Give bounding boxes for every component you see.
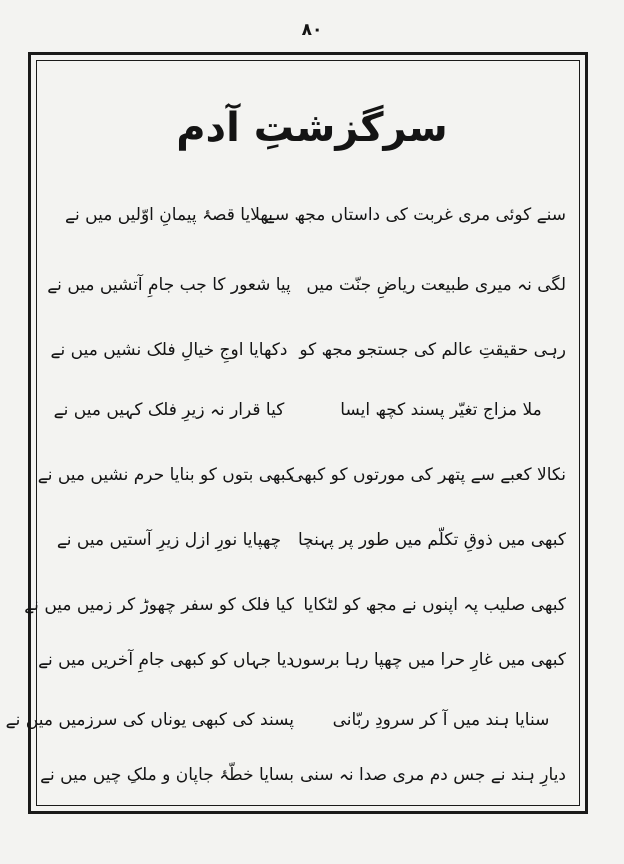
second-hemistich: دیا جہاں کو کبھی جامِ آخریں میں نے bbox=[38, 650, 294, 670]
second-hemistich: دکھایا اوجِ خیالِ فلک نشیں میں نے bbox=[50, 340, 288, 360]
first-hemistich: سنایا ہند میں آ کر سرودِ ربّانی bbox=[332, 710, 550, 730]
couplet bbox=[0, 755, 624, 795]
couplet bbox=[0, 330, 624, 370]
second-hemistich: چھپایا نورِ ازل زیرِ آستیں میں نے bbox=[56, 530, 282, 550]
couplet bbox=[0, 520, 624, 560]
first-hemistich: رہی حقیقتِ عالم کی جستجو مجھ کو bbox=[299, 340, 566, 360]
inner-border-frame bbox=[5, 60, 580, 806]
couplet bbox=[0, 640, 624, 680]
first-hemistich: کبھی میں ذوقِ تکلّم میں طور پر پہنچا bbox=[297, 530, 566, 550]
second-hemistich: پسند کی کبھی یوناں کی سرزمیں میں نے bbox=[5, 710, 294, 730]
second-hemistich: بھلایا قصۂ پیمانِ اوّلیں میں نے bbox=[65, 205, 273, 225]
first-hemistich: ملا مزاج تغیّر پسند کچھ ایسا bbox=[340, 400, 542, 420]
couplet bbox=[0, 455, 624, 495]
couplet bbox=[0, 700, 624, 740]
poem-title: سرگزشتِ آدم bbox=[176, 105, 448, 151]
first-hemistich: لگی نہ میری طبیعت ریاضِ جنّت میں bbox=[306, 275, 566, 295]
second-hemistich: کیا فلک کو سفر چھوڑ کر زمیں میں نے bbox=[24, 595, 294, 615]
first-hemistich: دیارِ ہند نے جس دم مری صدا نہ سنی bbox=[299, 765, 566, 785]
second-hemistich: کبھی بتوں کو بنایا حرم نشیں میں نے bbox=[37, 465, 294, 485]
couplet bbox=[0, 585, 624, 625]
couplet bbox=[0, 390, 624, 430]
first-hemistich: کبھی میں غارِ حرا میں چھپا رہا برسوں bbox=[290, 650, 566, 670]
first-hemistich: سنے کوئی مری غربت کی داستاں مجھ سے bbox=[264, 205, 566, 225]
first-hemistich: نکالا کعبے سے پتھر کی مورتوں کو کبھی bbox=[290, 465, 566, 485]
second-hemistich: پیا شعور کا جب جامِ آتشیں میں نے bbox=[47, 275, 291, 295]
page-number: ۸۰ bbox=[301, 20, 323, 40]
second-hemistich: کیا قرار نہ زیرِ فلک کہیں میں نے bbox=[53, 400, 285, 420]
first-hemistich: کبھی صلیب پہ اپنوں نے مجھ کو لٹکایا bbox=[303, 595, 566, 615]
couplet bbox=[0, 195, 624, 235]
couplet bbox=[0, 265, 624, 305]
second-hemistich: بسایا خطّۂ جاپان و ملکِ چیں میں نے bbox=[40, 765, 294, 785]
